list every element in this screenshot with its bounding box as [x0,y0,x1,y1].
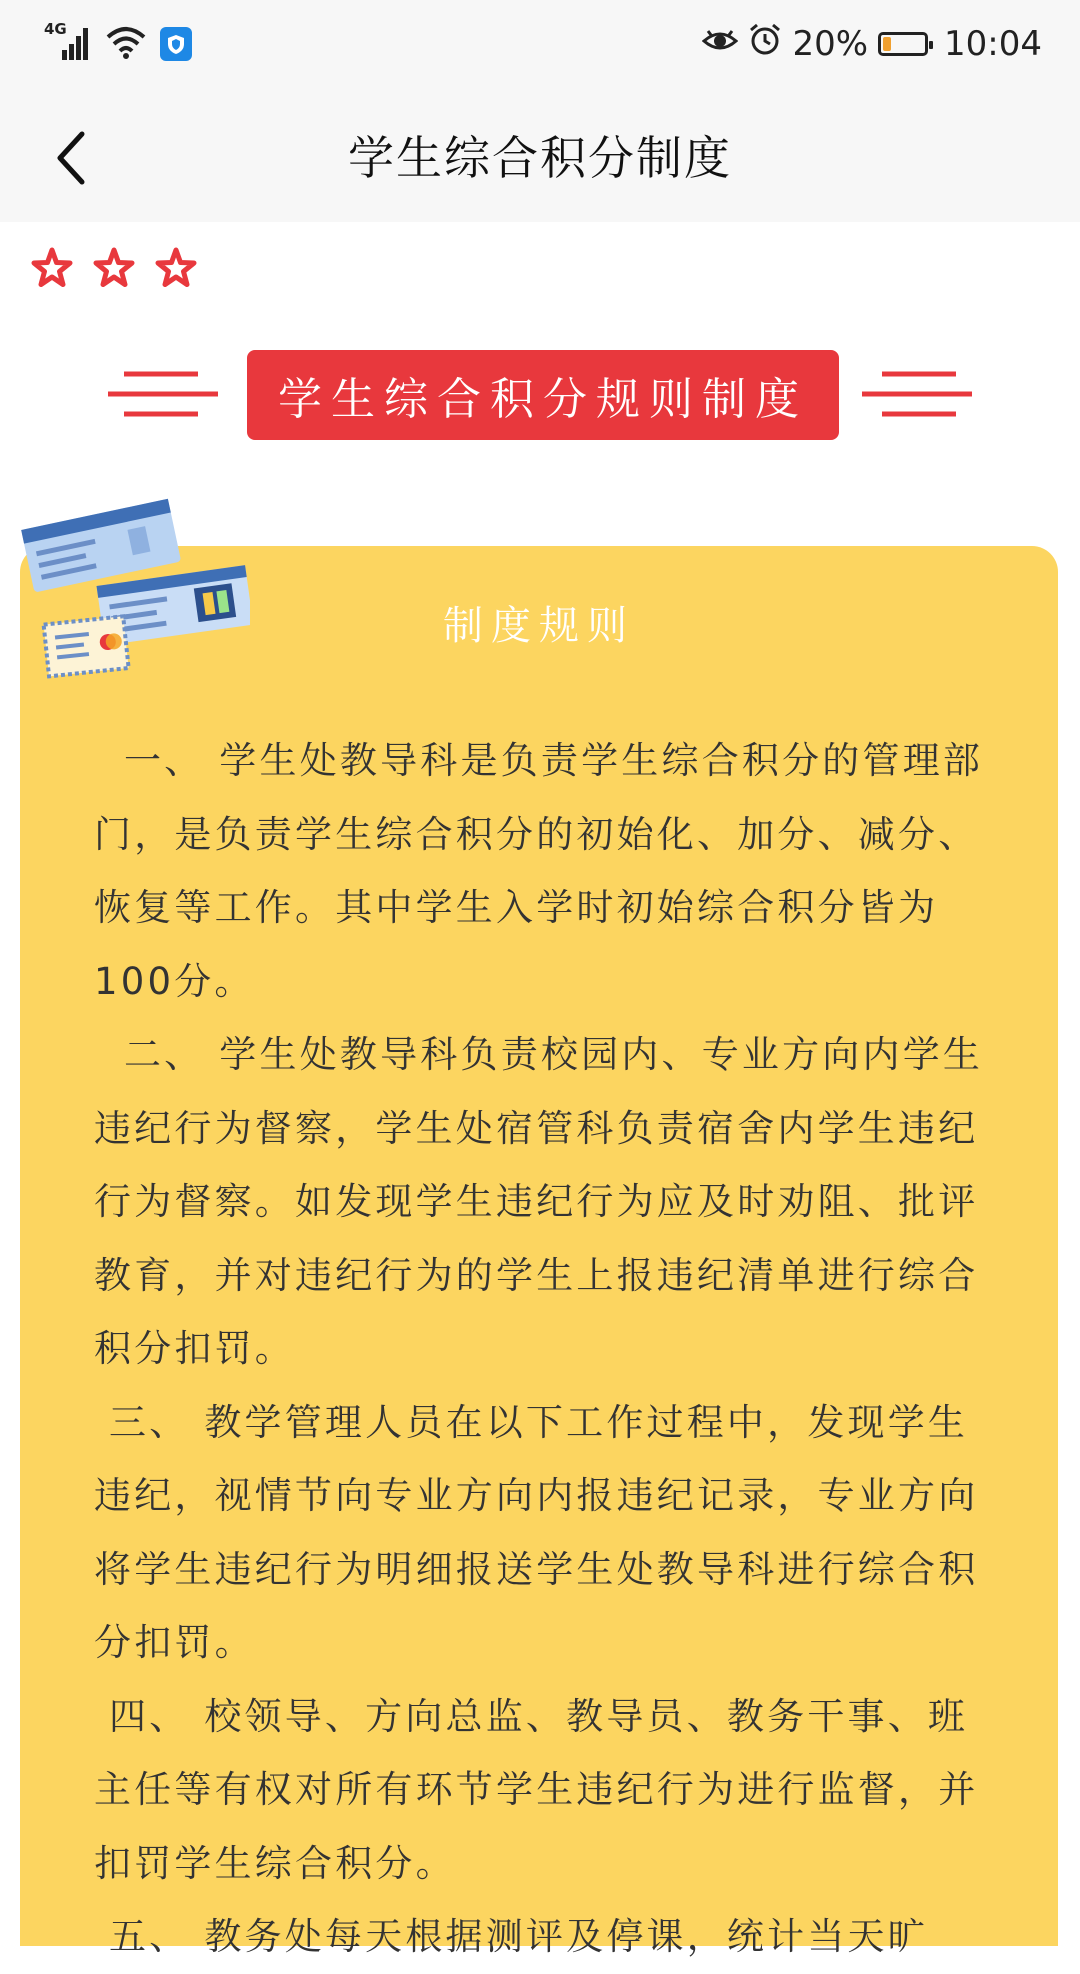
network-type: 4G [44,20,67,38]
eye-icon [702,24,738,64]
rules-card [20,546,1058,1958]
status-right [702,22,1042,65]
wifi-icon [106,25,146,63]
star-icon [92,246,136,290]
battery-icon [878,32,928,56]
decorative-lines-right [862,370,974,420]
signal-icon [44,20,92,64]
banner-title: 学生综合积分规则制度 [247,350,839,440]
tickets-illustration [20,496,250,686]
rule-item: 四、 校领导、方向总监、教导员、教务干事、班主任等有权对所有环节学生违纪行为进行监督，并扣罚学生综合积分。 [94,1694,979,1885]
rule-item: 五、 教务处每天根据测评及停课，统计当天旷 [94,1915,928,1958]
star-icon [154,246,198,290]
decorative-stars [30,246,198,290]
nav-bar [0,92,1080,222]
clock: 10:04 [944,23,1042,64]
banner-section [0,350,1080,442]
battery-percent: 20% [792,23,869,64]
star-icon [30,246,74,290]
battery-fill [883,37,891,51]
rule-item: 二、 学生处教导科负责校园内、专业方向内学生违纪行为督察，学生处宿管科负责宿舍内学生违纪行为督察。如发现学生违纪行为应及时劝阻、批评教育，并对违纪行为的学生上报违纪清单进行综合积分扣罚。 [94,1033,984,1370]
status-left [44,20,192,64]
rule-item: 一、 学生处教导科是负责学生综合积分的管理部门，是负责学生综合积分的初始化、加分、减分、恢复等工作。其中学生入学时初始综合积分皆为100分。 [94,739,984,1003]
rule-item: 三、 教学管理人员在以下工作过程中，发现学生违纪，视情节向专业方向内报违纪记录，专业方向将学生违纪行为明细报送学生处教导科进行综合积分扣罚。 [94,1400,979,1664]
status-bar [0,0,1080,92]
decorative-lines-left [108,370,220,420]
shield-icon [160,27,192,61]
card-title: 制度规则 [443,603,635,649]
rules-list [94,724,984,1974]
alarm-icon [748,22,782,65]
page-title: 学生综合积分制度 [348,131,732,185]
